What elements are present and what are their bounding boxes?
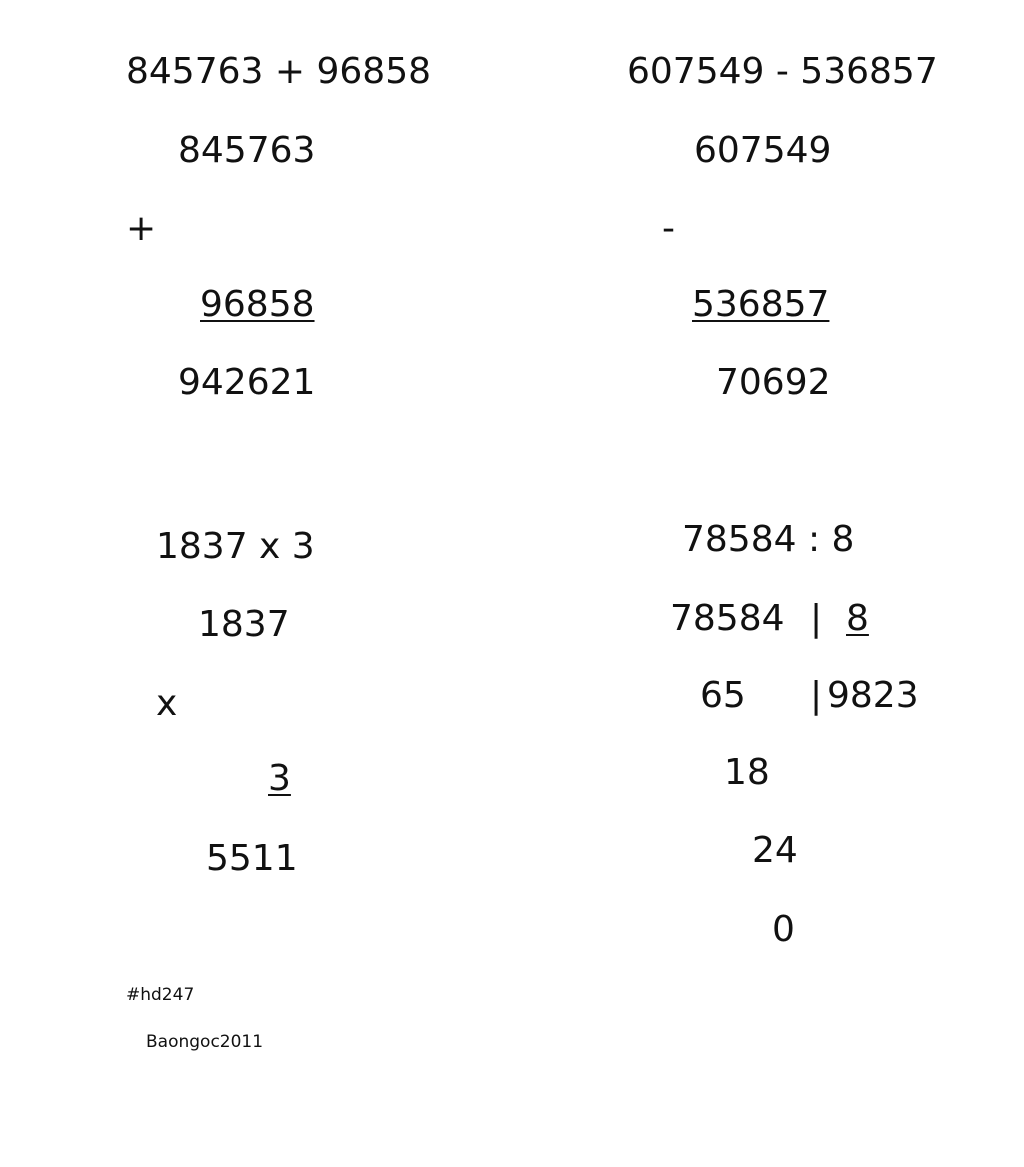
subtraction-result: 70692 <box>716 362 831 403</box>
division-divisor-bar: | <box>810 598 823 639</box>
multiplication-operand-1: 1837 <box>198 604 290 645</box>
division-dividend: 78584 <box>670 598 785 639</box>
division-step-3: 24 <box>752 830 798 871</box>
division-divisor: 8 <box>846 598 869 639</box>
author-label: Baongoc2011 <box>146 1032 264 1052</box>
division-title: 78584 : 8 <box>682 519 855 560</box>
division-step-4: 0 <box>772 909 795 950</box>
hashtag-label: #hd247 <box>126 985 195 1005</box>
addition-result: 942621 <box>178 362 316 403</box>
addition-title: 845763 + 96858 <box>126 51 431 92</box>
multiplication-operand-2-line <box>196 757 291 801</box>
addition-operand-2-line <box>178 283 315 327</box>
subtraction-operand-1: 607549 <box>694 130 832 171</box>
division-step-2: 18 <box>724 752 770 793</box>
multiplication-title: 1837 x 3 <box>156 526 315 567</box>
addition-operand-1: 845763 <box>178 130 316 171</box>
division-step-1: 65 <box>700 675 746 716</box>
addition-operator: + <box>126 208 157 249</box>
subtraction-operator: - <box>662 208 675 249</box>
subtraction-operand-2: 536857 <box>692 284 830 325</box>
multiplication-operand-2: 3 <box>268 758 291 799</box>
subtraction-title: 607549 - 536857 <box>627 51 938 92</box>
addition-operand-2: 96858 <box>200 284 315 325</box>
multiplication-result: 5511 <box>206 838 298 879</box>
division-quotient: 9823 <box>827 675 919 716</box>
multiplication-operator: x <box>156 683 178 724</box>
division-quotient-bar: | <box>810 675 823 716</box>
